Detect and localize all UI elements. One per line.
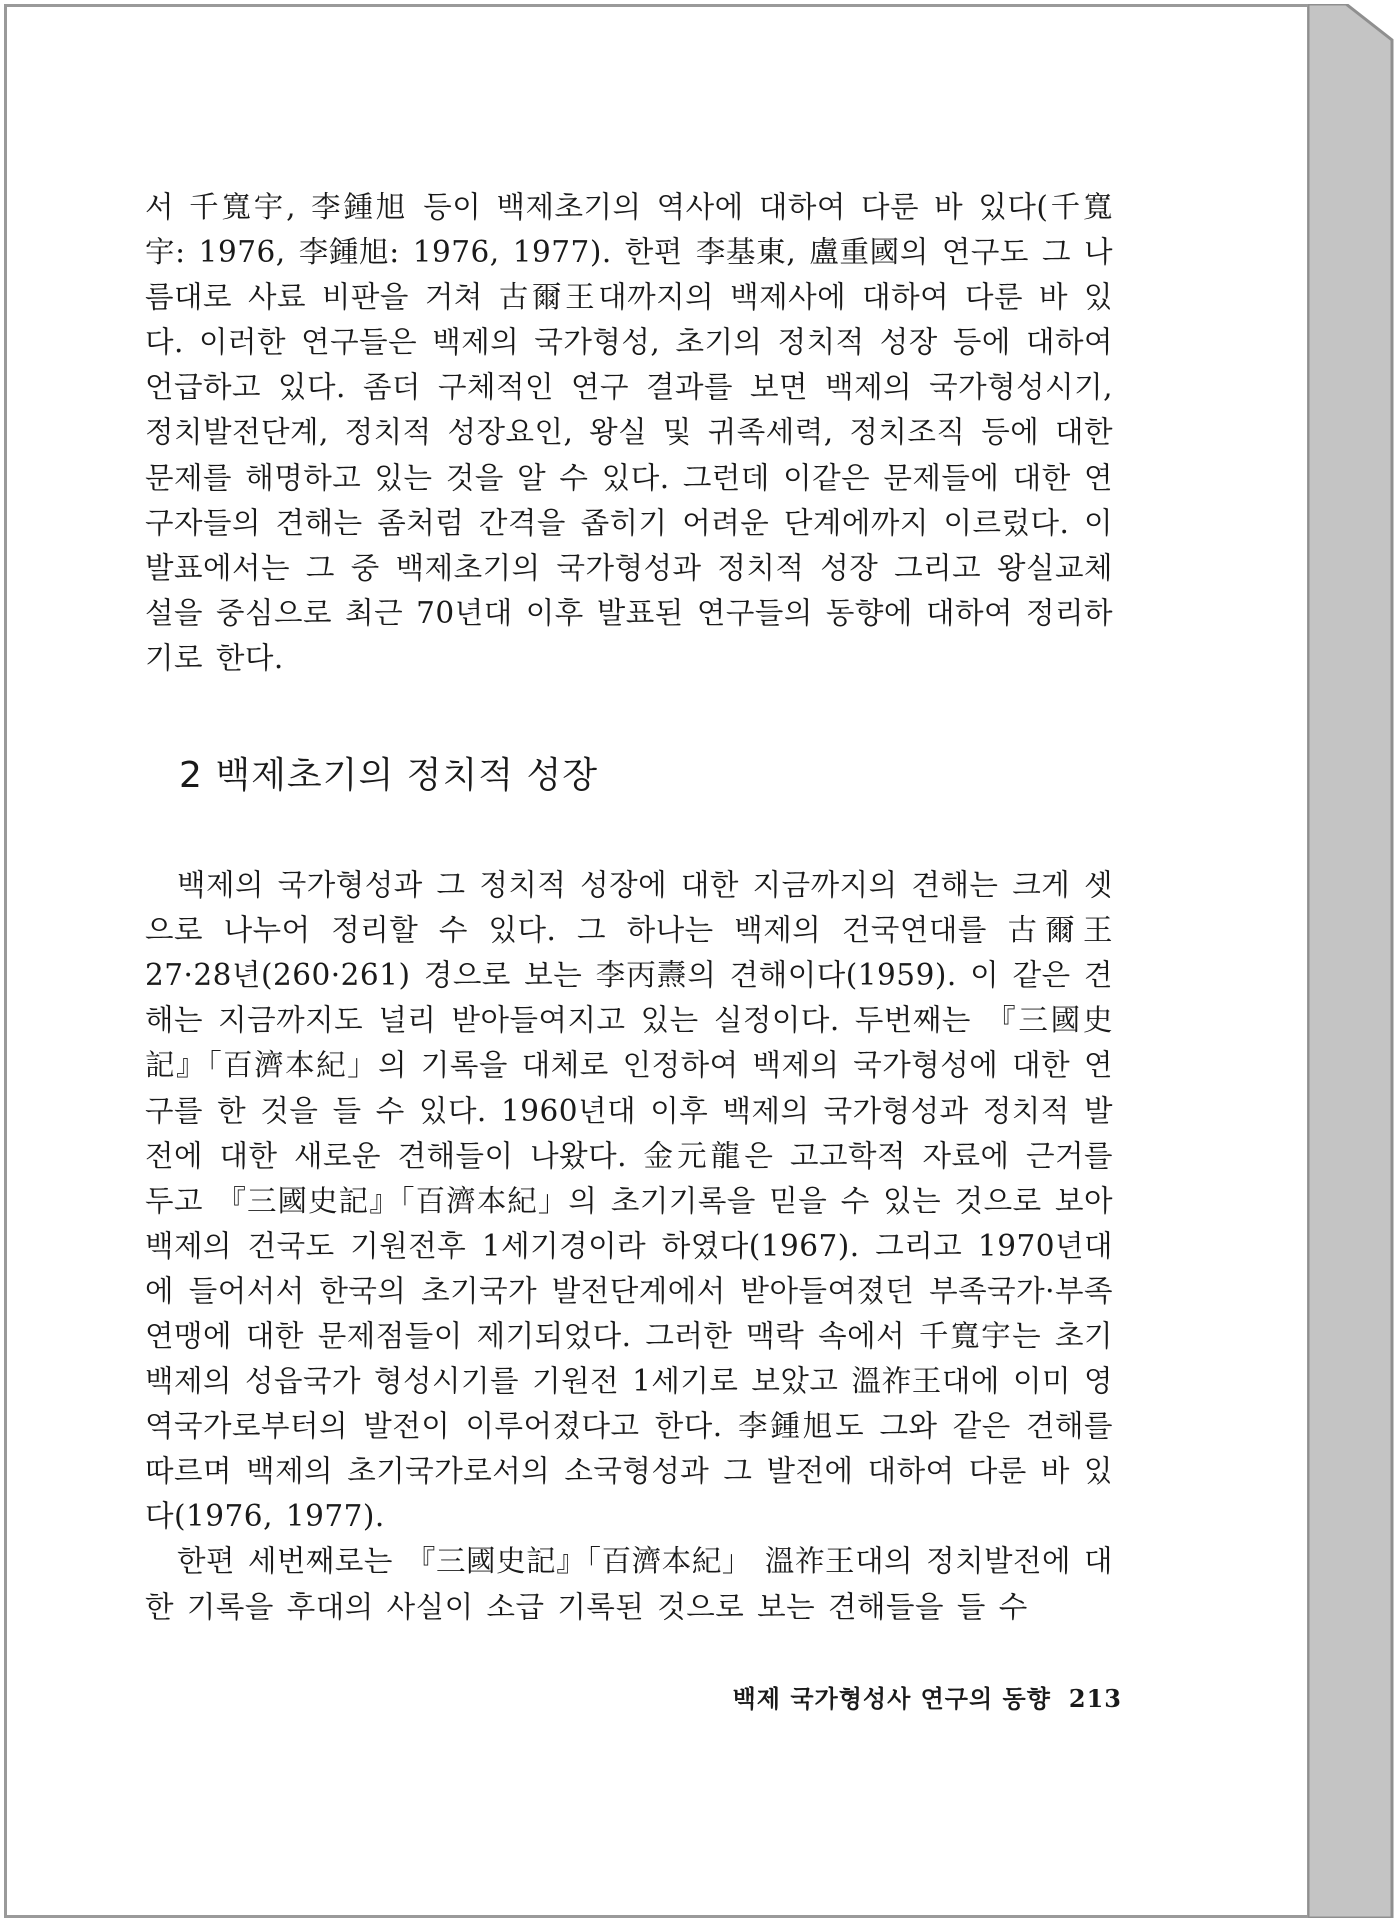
page-stack-shape	[1308, 4, 1394, 1918]
running-title: 백제 국가형성사 연구의 동향	[732, 1685, 1051, 1713]
page-text	[145, 185, 1113, 1630]
section-paragraph: 백제의 국가형성과 그 정치적 성장에 대한 지금까지의 견해는 크게 셋으로 나누어 정리할 수 있다. 그 하나는 백제의 건국연대를 古爾王 27·28년(260·261) 경으로 보는 李丙燾의 견해이다(1959). 이 같은 견해는 지금까지도 널리 받아들여지고 있는 실정이다. 두번째는 『三國史記』「百濟本紀」의 기록을 대체로 인정하여 백제의 국가형성에 대한 연구를 한 것을 들 수 있다. 1960년대 이후 백제의 국가형성과 정치적 발전에 대한 새로운 견해들이 나왔다. 金元龍은 고고학적 자료에 근거를 두고 『三國史記』「百濟本紀」의 초기기록을 믿을 수 있는 것으로 보아 백제의 건국도 기원전후 1세기경이라 하였다(1967). 그리고 1970년대에 들어서서 한국의 초기국가 발전단계에서 받아들여졌던 부족국가·부족연맹에 대한 문제점들이 제기되었다. 그러한 맥락 속에서 千寬宇는 초기백제의 성읍국가 형성시기를 기원전 1세기로 보았고 溫祚王대에 이미 영역국가로부터의 발전이 이루어졌다고 한다. 李鍾旭도 그와 같은 견해를 따르며 백제의 초기국가로서의 소국형성과 그 발전에 대하여 다룬 바 있다(1976, 1977).	[145, 868, 1113, 1534]
section-paragraph-continued: 한편 세번째로는 『三國史記』「百濟本紀」 溫祚王대의 정치발전에 대한 기록을 후대의 사실이 소급 기록된 것으로 보는 견해들을 들 수	[145, 1544, 1113, 1624]
page-stack-edge	[1308, 4, 1394, 1918]
section-heading: 2 백제초기의 정치적 성장	[179, 755, 598, 797]
intro-paragraph: 서 千寬宇, 李鍾旭 등이 백제초기의 역사에 대하여 다룬 바 있다(千寬宇: 1976, 李鍾旭: 1976, 1977). 한편 李基東, 盧重國의 연구도 그 나름대로 사료 비판을 거쳐 古爾王대까지의 백제사에 대하여 다룬 바 있다. 이러한 연구들은 백제의 국가형성, 초기의 정치적 성장 등에 대하여 언급하고 있다. 좀더 구체적인 연구 결과를 보면 백제의 국가형성시기, 정치발전단계, 정치적 성장요인, 왕실 및 귀족세력, 정치조직 등에 대한 문제를 해명하고 있는 것을 알 수 있다. 그런데 이같은 문제들에 대한 연구자들의 견해는 좀처럼 간격을 좁히기 어려운 단계에까지 이르렀다. 이 발표에서는 그 중 백제초기의 국가형성과 정치적 성장 그리고 왕실교체설을 중심으로 최근 70년대 이후 발표된 연구들의 동향에 대하여 정리하기로 한다.	[145, 190, 1113, 675]
page-number: 213	[1068, 1684, 1122, 1713]
page-footer	[733, 1679, 1122, 1714]
